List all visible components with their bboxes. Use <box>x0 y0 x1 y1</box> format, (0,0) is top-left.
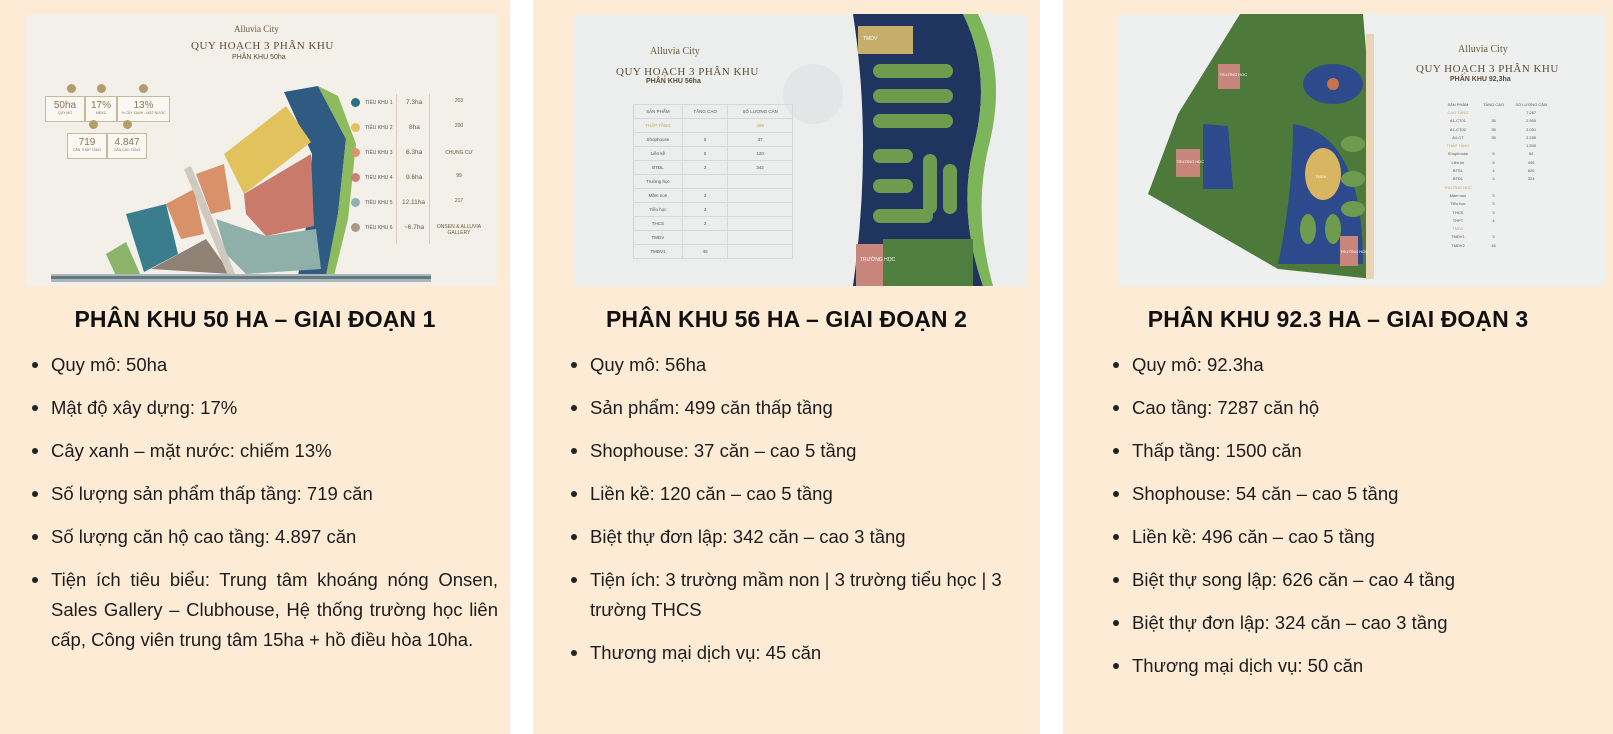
zone-6-count: ONSEN & ALLUVIA GALLERY <box>436 224 482 236</box>
spec-item: Thương mại dịch vụ: 45 căn <box>569 638 1029 668</box>
table-row: A1-CT02 35 2.051 <box>1449 126 1537 132</box>
density-icon <box>97 84 106 93</box>
spec-item: Số lượng căn hộ cao tầng: 4.897 căn <box>30 522 498 552</box>
spec-item: Liền kề: 120 căn – cao 5 tầng <box>569 479 1029 509</box>
table-row: BTSL 4 626 <box>1452 168 1535 174</box>
spec-item: Số lượng sản phẩm thấp tầng: 719 căn <box>30 479 498 509</box>
stat-density: 17% MĐXD <box>85 96 117 122</box>
highrise-icon <box>123 120 132 129</box>
spec-item: Biệt thự song lập: 626 căn – cao 4 tầng <box>1111 565 1581 595</box>
legend-divider <box>429 94 430 244</box>
stat-lowrise: 719 CĂN THẤP TẦNG <box>67 133 107 159</box>
zone-2-area: 8ha <box>409 124 420 131</box>
spec-item: Biệt thự đơn lập: 324 căn – cao 3 tầng <box>1111 608 1581 638</box>
spec-list <box>569 350 1029 681</box>
table-row: Liền kề 5 120 <box>634 147 793 161</box>
table-row: THCS 3 <box>634 217 793 231</box>
phase-card-1 <box>0 0 510 734</box>
map-heading: QUY HOẠCH 3 PHÂN KHU <box>616 66 759 78</box>
zone-4-area: 9.6ha <box>406 174 423 181</box>
spec-item: Cây xanh – mặt nước: chiếm 13% <box>30 436 498 466</box>
zone-2-marker <box>351 123 360 132</box>
zone-3-name: TIỂU KHU 3 <box>365 150 393 156</box>
zone-6-name: TIỂU KHU 6 <box>365 225 393 231</box>
table-row: Shophouse 5 37 <box>634 133 793 147</box>
table-row: Tiểu học 3 <box>1450 201 1495 207</box>
spec-item: Tiện ích: 3 trường mầm non | 3 trường tiểu học | 3 trường THCS <box>569 565 1029 625</box>
zone-6-marker <box>351 223 360 232</box>
table-row: TMDV <box>1452 226 1464 232</box>
spec-item: Quy mô: 92.3ha <box>1111 350 1581 380</box>
area-icon <box>67 84 76 93</box>
table-row: TMDV <box>634 231 793 245</box>
zone-4-name: TIỂU KHU 4 <box>365 175 393 181</box>
zone-3-count: CHUNG CƯ <box>445 150 473 156</box>
zone-2-name: TIỂU KHU 2 <box>365 125 393 131</box>
product-table <box>1438 100 1553 249</box>
map-label-school-2: TRƯỜNG HỌC <box>1176 159 1205 164</box>
table-header-row: SẢN PHẨM TẦNG CAO SỐ LƯỢNG CĂN <box>1447 101 1547 107</box>
table-row: TMDV1 3 <box>1451 234 1495 240</box>
table-row: Mầm non 3 <box>1449 192 1495 198</box>
table-row: TMDV2 45 <box>1451 242 1496 248</box>
table-row: THẤP TẦNG 1.500 <box>1446 143 1537 149</box>
map-brand-logo: Alluvia City <box>650 46 700 57</box>
product-table <box>633 104 793 259</box>
map-label-tmdv: TMDV <box>1315 174 1327 179</box>
table-row: THCS 3 <box>1452 209 1495 215</box>
spec-item: Shophouse: 37 căn – cao 5 tầng <box>569 436 1029 466</box>
table-row: TMDV1 45 <box>634 245 793 259</box>
zone-1-name: TIỂU KHU 1 <box>365 100 393 106</box>
table-row: TRƯỜNG HỌC <box>1443 184 1473 190</box>
zone-5-name: TIỂU KHU 5 <box>365 200 393 206</box>
table-row: THPT 4 <box>1452 217 1495 223</box>
stat-area: 50ha QUY MÔ <box>45 96 85 122</box>
master-plan-image-92ha <box>1118 14 1605 286</box>
spec-item: Thương mại dịch vụ: 50 căn <box>1111 651 1581 681</box>
zone-6-area: ~6.7ha <box>404 224 425 231</box>
phase-title: PHÂN KHU 50 HA – GIAI ĐOẠN 1 <box>74 306 436 332</box>
zone-3-area: 6.3ha <box>406 149 423 156</box>
spec-item: Mật độ xây dựng: 17% <box>30 393 498 423</box>
zone-5-area: 12.11ha <box>402 199 426 206</box>
zone-2-count: 200 <box>454 123 464 129</box>
legend-divider <box>396 94 397 244</box>
lowrise-icon <box>89 120 98 129</box>
map-heading: QUY HOẠCH 3 PHÂN KHU <box>191 40 334 52</box>
stat-greenery: 13% % CÂY XANH - MẶT NƯỚC <box>117 96 170 122</box>
table-row: Trường học <box>634 175 793 189</box>
spec-item: Thấp tầng: 1500 căn <box>1111 436 1581 466</box>
spec-item: Sản phẩm: 499 căn thấp tầng <box>569 393 1029 423</box>
spec-item: Tiện ích tiêu biểu: Trung tâm khoáng nóng Onsen, Sales Gallery – Clubhouse, Hệ thống trường học liên cấp, Công viên trung tâm 15ha + hồ điều hòa 10ha. <box>30 565 498 655</box>
master-plan-image-50ha <box>26 14 497 286</box>
greenery-icon <box>139 84 148 93</box>
spec-item: Cao tầng: 7287 căn hộ <box>1111 393 1581 423</box>
zone-4-marker <box>351 173 360 182</box>
table-row: THẤP TẦNG 499 <box>634 119 793 133</box>
spec-list <box>30 350 498 668</box>
zone-1-area: 7.3ha <box>406 99 423 106</box>
map-label-tmdv: TMDV <box>863 36 878 42</box>
table-row: Mầm non 3 <box>634 189 793 203</box>
zone-5-marker <box>351 198 360 207</box>
table-row: A1-CT01 35 2.950 <box>1449 118 1537 124</box>
zone-1-count: 203 <box>454 98 464 104</box>
zone-1-marker <box>351 98 360 107</box>
phase-card-3 <box>1063 0 1613 734</box>
table-row: BTĐL 3 342 <box>634 161 793 175</box>
zone-3-marker <box>351 148 360 157</box>
zone-5-count: 217 <box>454 198 464 204</box>
spec-list <box>1111 350 1581 694</box>
table-row: Shophouse 5 54 <box>1447 151 1534 157</box>
phase-card-2 <box>533 0 1040 734</box>
map-subheading: PHÂN KHU 92,3ha <box>1450 76 1511 83</box>
spec-item: Biệt thự đơn lập: 342 căn – cao 3 tầng <box>569 522 1029 552</box>
map-label-school-3: TRƯỜNG HỌC <box>1340 249 1369 254</box>
phase-title: PHÂN KHU 92.3 HA – GIAI ĐOẠN 3 <box>1147 306 1529 332</box>
spec-item: Liền kề: 496 căn – cao 5 tầng <box>1111 522 1581 552</box>
map-heading: QUY HOẠCH 3 PHÂN KHU <box>1416 63 1559 75</box>
spec-item: Shophouse: 54 căn – cao 5 tầng <box>1111 479 1581 509</box>
map-brand-logo: Alluvia City <box>1458 44 1508 55</box>
map-subheading: PHÂN KHU 50ha <box>232 54 286 61</box>
zone-4-count: 99 <box>456 173 462 179</box>
table-header-row: SẢN PHẨM TẦNG CAO SỐ LƯỢNG CĂN <box>634 105 793 119</box>
table-row: BTĐL 3 324 <box>1452 176 1535 182</box>
map-label-school: TRƯỜNG HỌC <box>860 257 896 263</box>
phase-title: PHÂN KHU 56 HA – GIAI ĐOẠN 2 <box>605 306 968 332</box>
map-brand-logo: Alluvia City <box>234 24 279 34</box>
table-row: Liền kề 5 496 <box>1451 159 1535 165</box>
table-row: CAO TẦNG 7.287 <box>1447 109 1537 115</box>
map-subheading: PHÂN KHU 56ha <box>646 78 701 85</box>
stat-highrise: 4.847 CĂN CAO TẦNG <box>107 133 147 159</box>
map-label-school-1: TRƯỜNG HỌC <box>1219 72 1248 77</box>
table-row: Tiểu học 3 <box>634 203 793 217</box>
table-row: A4-CT 35 2.285 <box>1452 134 1537 140</box>
spec-item: Quy mô: 50ha <box>30 350 498 380</box>
master-plan-image-56ha <box>573 14 1027 286</box>
spec-item: Quy mô: 56ha <box>569 350 1029 380</box>
